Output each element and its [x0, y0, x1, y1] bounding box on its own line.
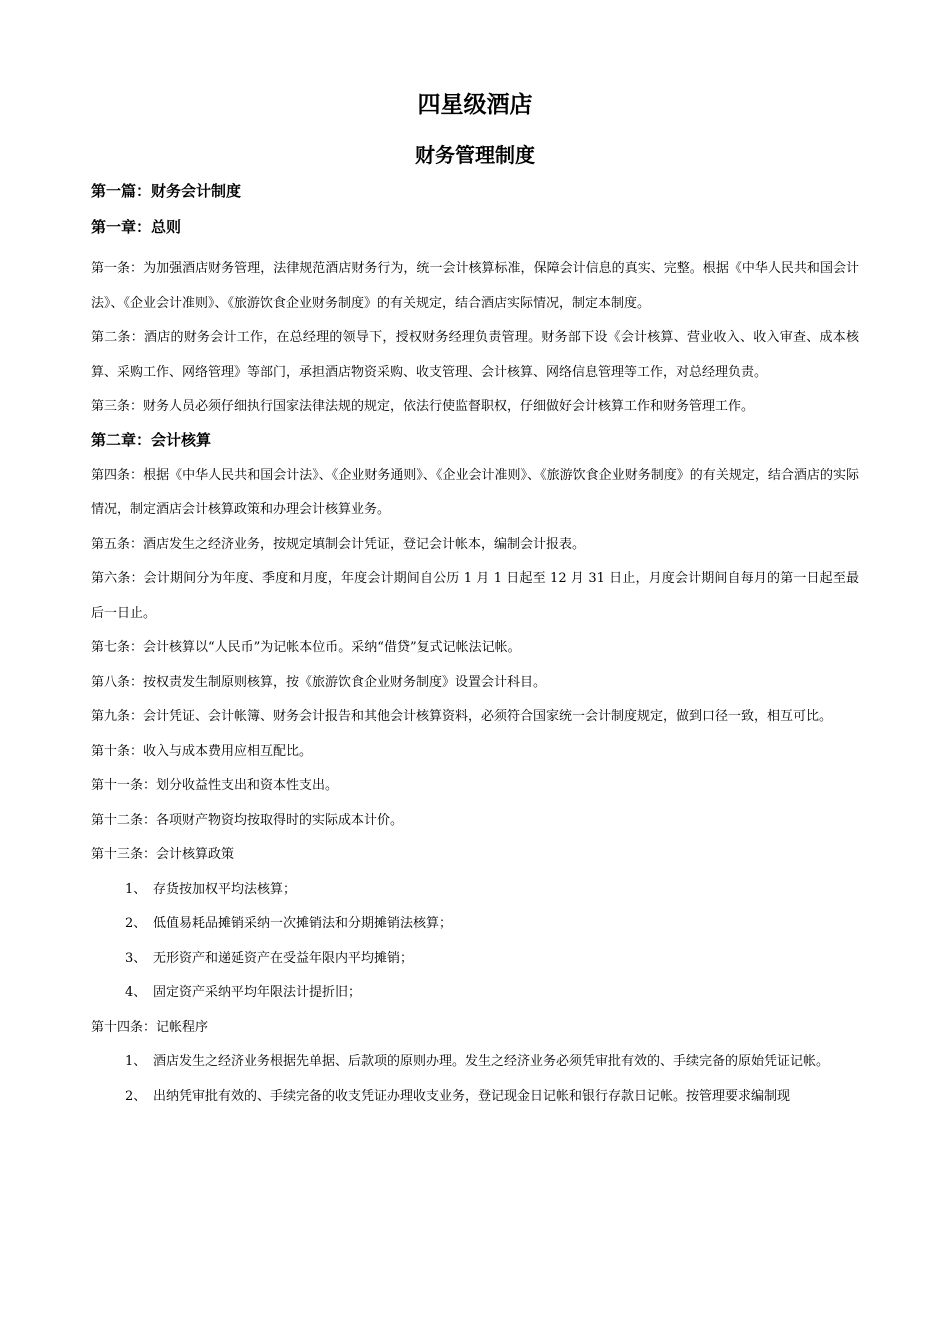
article-14-list	[91, 1045, 859, 1114]
list-number: 3、	[125, 950, 147, 966]
article-9: 第九条：会计凭证、会计帐簿、财务会计报告和其他会计核算资料，必须符合国家统一会计制度规定，做到口径一致，相互可比。	[91, 709, 833, 724]
part-heading: 第一篇：财务会计制度	[91, 182, 242, 200]
chapter-heading-2: 第二章：会计核算	[91, 430, 212, 449]
list-item	[91, 1045, 859, 1080]
article-11: 第十一条：划分收益性支出和资本性支出。	[91, 778, 339, 793]
list-item	[91, 976, 859, 1011]
article-1: 第一条：为加强酒店财务管理，法律规范酒店财务行为，统一会计核算标准，保障会计信息的真实、完整。根据《中华人民共和国会计法》、《企业会计准则》、《旅游饮食企业财务制度》的有关规定，结合酒店实际情况，制定本制度。	[91, 261, 859, 311]
document-body	[91, 84, 859, 1114]
article-6: 第六条：会计期间分为年度、季度和月度，年度会计期间自公历 1 月 1 日起至 12 月 31 日止，月度会计期间自每月的第一日起至最后一日止。	[91, 571, 859, 621]
list-text: 酒店发生之经济业务根据先单据、后款项的原则办理。发生之经济业务必须凭审批有效的、手续完备的原始凭证记帐。	[153, 1054, 830, 1069]
document-title: 四星级酒店	[417, 91, 533, 118]
article-13: 第十三条：会计核算政策	[91, 847, 235, 862]
article-13-list	[91, 873, 859, 1011]
list-number: 2、	[125, 916, 147, 931]
list-number: 1、	[125, 1054, 147, 1069]
list-text: 低值易耗品摊销采纳一次摊销法和分期摊销法核算；	[153, 916, 453, 931]
list-item	[91, 907, 859, 942]
list-item	[91, 1080, 859, 1115]
list-item	[91, 942, 859, 977]
article-8: 第八条：按权责发生制原则核算，按《旅游饮食企业财务制度》设置会计科目。	[91, 674, 547, 690]
list-number: 4、	[125, 985, 147, 1000]
article-4: 第四条：根据《中华人民共和国会计法》、《企业财务通则》、《企业会计准则》、《旅游饮食企业财务制度》的有关规定，结合酒店的实际情况，制定酒店会计核算政策和办理会计核算业务。	[91, 467, 859, 517]
list-text: 存货按加权平均法核算；	[153, 881, 297, 897]
article-2: 第二条：酒店的财务会计工作，在总经理的领导下，授权财务经理负责管理。财务部下设《会计核算、营业收入、收入审查、成本核算、采购工作、网络管理》等部门，承担酒店物资采购、收支管理、会计核算、网络信息管理等工作，对总经理负责。	[91, 330, 859, 380]
article-3: 第三条：财务人员必须仔细执行国家法律法规的规定，依法行使监督职权，仔细做好会计核算工作和财务管理工作。	[91, 399, 755, 414]
article-5: 第五条：酒店发生之经济业务，按规定填制会计凭证，登记会计帐本，编制会计报表。	[91, 536, 586, 552]
list-number: 2、	[125, 1088, 147, 1104]
article-7: 第七条：会计核算以“人民币”为记帐本位币。采纳“借贷”复式记帐法记帐。	[91, 640, 521, 655]
list-number: 1、	[125, 881, 147, 897]
document-subtitle: 财务管理制度	[415, 143, 535, 167]
article-12: 第十二条：各项财产物资均按取得时的实际成本计价。	[91, 812, 404, 828]
chapter-heading-1: 第一章：总则	[91, 218, 182, 236]
list-text: 无形资产和递延资产在受益年限内平均摊销；	[153, 950, 414, 966]
article-14: 第十四条：记帐程序	[91, 1019, 209, 1035]
list-item	[91, 873, 859, 908]
article-10: 第十条：收入与成本费用应相互配比。	[91, 743, 313, 759]
list-text: 出纳凭审批有效的、手续完备的收支凭证办理收支业务，登记现金日记帐和银行存款日记帐。按管理要求编制现	[153, 1088, 791, 1104]
list-text: 固定资产采纳平均年限法计提折旧；	[153, 985, 362, 1000]
